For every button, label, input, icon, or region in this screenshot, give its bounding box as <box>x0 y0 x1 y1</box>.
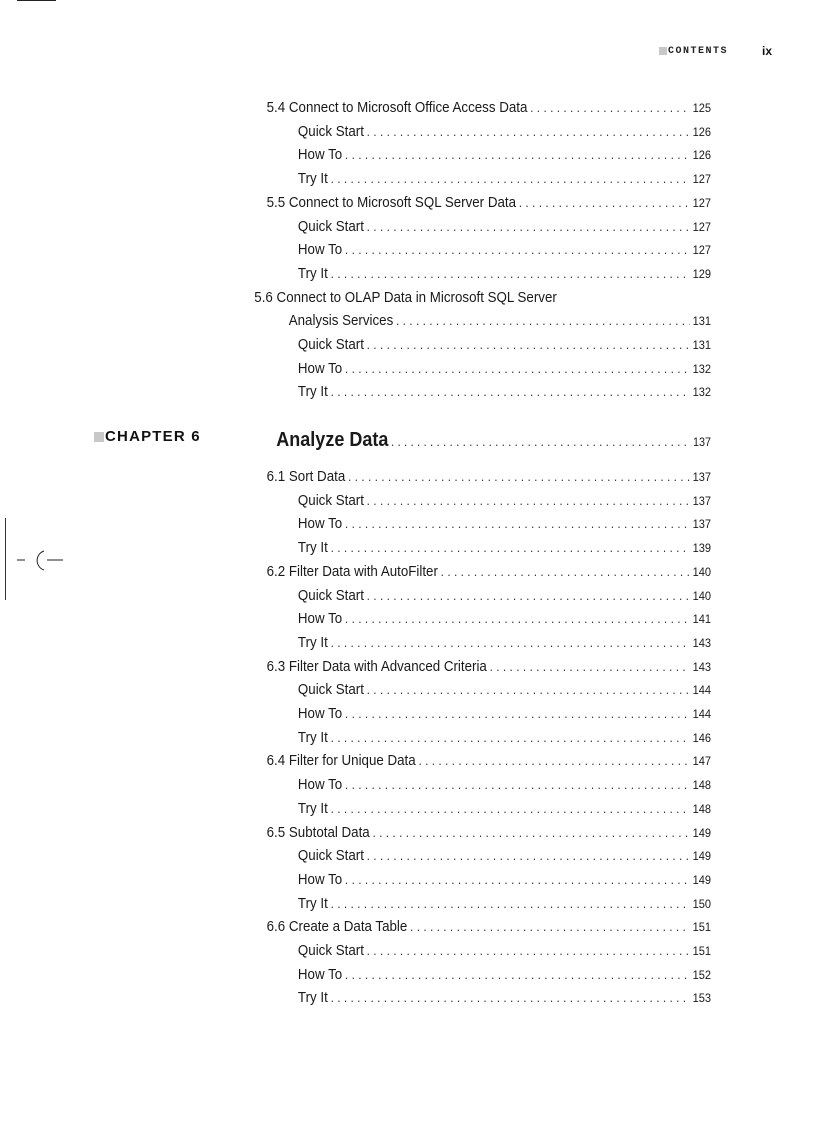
toc-entry-page: 137 <box>692 470 711 484</box>
toc-entry-page: 140 <box>692 564 711 579</box>
running-header <box>659 44 772 58</box>
toc-entry[interactable] <box>298 964 711 986</box>
toc-entry[interactable] <box>267 656 711 678</box>
toc-entry[interactable] <box>298 679 711 701</box>
toc-entry-page: 147 <box>692 754 711 769</box>
toc-entry-page: 146 <box>692 730 711 745</box>
dot-leader <box>367 121 690 143</box>
toc-entry-page: 129 <box>692 266 711 281</box>
dot-leader <box>331 893 690 915</box>
toc-entry-page: 125 <box>692 101 711 115</box>
toc-entry-page: 149 <box>692 872 711 887</box>
dot-leader <box>391 428 690 456</box>
chapter-label <box>94 428 201 445</box>
toc-entry[interactable] <box>298 144 711 166</box>
toc-entry-title: 6.6 Create a Data Table <box>266 919 408 936</box>
toc-entry-title: Quick Start <box>297 337 364 353</box>
toc-entry-page: 131 <box>692 338 711 352</box>
toc-entry-page: 127 <box>692 243 711 258</box>
toc-entry-page: 150 <box>692 896 711 911</box>
toc-entry-title: How To <box>297 242 343 259</box>
toc-entry-title: Try It <box>297 990 328 1007</box>
toc-entry-page: 141 <box>692 612 711 627</box>
toc-entry-title: Quick Start <box>297 123 364 140</box>
toc-entry-title: How To <box>297 706 343 722</box>
toc-entry-page: 143 <box>692 635 711 650</box>
toc-entry[interactable] <box>298 869 711 891</box>
toc-entry[interactable] <box>298 334 711 356</box>
toc-entry-title: Quick Start <box>297 218 364 235</box>
chapter-title: Analyze Data <box>276 429 389 451</box>
toc-entry[interactable] <box>298 490 711 512</box>
toc-entry-title: Quick Start <box>297 943 364 959</box>
toc-entry[interactable] <box>267 466 711 488</box>
toc-entry[interactable] <box>298 845 711 867</box>
toc-entry-title: How To <box>297 360 343 377</box>
toc-entry-page: 140 <box>692 588 711 603</box>
dot-leader <box>367 679 690 701</box>
chapter-marker-icon <box>94 432 104 442</box>
toc-entry-page: 151 <box>692 944 711 958</box>
dot-leader <box>345 608 690 630</box>
toc-entry[interactable] <box>267 822 711 844</box>
toc-entry-page: 131 <box>692 314 711 329</box>
toc-entry[interactable] <box>298 121 711 143</box>
toc-entry-page: 144 <box>692 707 711 721</box>
toc-entry[interactable] <box>267 916 711 938</box>
dot-leader <box>530 97 690 119</box>
dot-leader <box>348 466 690 488</box>
toc-entry-page: 152 <box>692 967 711 982</box>
dot-leader <box>345 144 690 166</box>
toc-entry-title: Try It <box>297 171 328 188</box>
toc-entry-page: 143 <box>692 659 711 674</box>
chapter-title-entry[interactable] <box>276 426 711 454</box>
toc-entry[interactable] <box>298 893 711 915</box>
dot-leader <box>331 263 690 285</box>
toc-entry-title: Try It <box>297 540 328 557</box>
toc-entry-title: Quick Start <box>297 492 364 509</box>
dot-leader <box>331 381 690 403</box>
toc-entry-title: 5.4 Connect to Microsoft Office Access Data <box>266 100 528 116</box>
toc-entry-title: Analysis Services <box>288 313 394 330</box>
dot-leader <box>345 703 690 725</box>
toc-entry[interactable] <box>298 987 711 1009</box>
toc-entry[interactable] <box>298 798 711 820</box>
header-section-label: CONTENTS <box>667 45 728 57</box>
dot-leader <box>367 585 690 607</box>
chapter-number: CHAPTER 6 <box>105 428 201 445</box>
toc-entry[interactable] <box>267 192 711 214</box>
toc-entry-title: Quick Start <box>297 587 364 604</box>
toc-entry[interactable] <box>289 310 711 332</box>
toc-entry[interactable] <box>298 703 711 725</box>
toc-entry-title: Try It <box>297 895 328 912</box>
dot-leader <box>441 561 690 583</box>
toc-entry-page: 137 <box>692 435 711 449</box>
toc-entry-page: 132 <box>692 385 711 400</box>
header-page-number: ix <box>761 44 772 58</box>
dot-leader <box>372 822 689 844</box>
toc-entry-page: 149 <box>692 849 711 864</box>
toc-entry-page: 126 <box>692 124 711 139</box>
toc-entry-page: 127 <box>692 195 711 210</box>
toc-entry-page: 151 <box>692 920 711 935</box>
toc-entry-title: Try It <box>297 634 328 651</box>
toc-entry-page: 149 <box>692 825 711 840</box>
dot-leader <box>418 750 689 772</box>
toc-entry[interactable] <box>298 216 711 238</box>
dot-leader <box>396 310 690 332</box>
toc-entry-title: Try It <box>297 384 328 401</box>
toc-entry-title: Try It <box>297 729 328 746</box>
toc-entry[interactable] <box>254 287 557 309</box>
dot-leader <box>367 845 690 867</box>
toc-entry-page: 126 <box>692 148 711 163</box>
toc-entry-page: 132 <box>692 361 711 376</box>
toc-entry-page: 137 <box>692 517 711 532</box>
dot-leader <box>345 239 690 261</box>
toc-entry[interactable] <box>298 632 711 654</box>
toc-entry-page: 153 <box>692 991 711 1006</box>
toc-entry-title: 6.5 Subtotal Data <box>266 824 370 841</box>
dot-leader <box>331 727 690 749</box>
toc-entry-title: How To <box>297 147 343 164</box>
dot-leader <box>331 987 690 1009</box>
toc-entry[interactable] <box>298 168 711 190</box>
dot-leader <box>345 869 690 891</box>
toc-entry[interactable] <box>298 727 711 749</box>
dot-leader <box>367 490 690 512</box>
toc-entry-title: How To <box>297 516 343 533</box>
toc-entry-title: Try It <box>297 800 328 817</box>
toc-entry-title: 5.6 Connect to OLAP Data in Microsoft SQL Server <box>254 289 557 306</box>
dot-leader <box>345 774 690 796</box>
dot-leader <box>519 192 690 214</box>
toc-entry-page: 148 <box>692 778 711 793</box>
toc-entry-title: How To <box>297 966 343 983</box>
dot-leader <box>410 916 690 938</box>
dot-leader <box>345 513 690 535</box>
toc-entry[interactable] <box>298 585 711 607</box>
toc-entry-title: Try It <box>297 265 328 282</box>
dot-leader <box>331 537 690 559</box>
toc-entry[interactable] <box>298 940 711 962</box>
crop-mark-top <box>17 0 56 1</box>
dot-leader <box>367 334 690 356</box>
toc-entry[interactable] <box>298 537 711 559</box>
dot-leader <box>345 358 690 380</box>
toc-entry[interactable] <box>298 774 711 796</box>
toc-entry-title: Quick Start <box>297 848 364 865</box>
toc-entry-title: 5.5 Connect to Microsoft SQL Server Data <box>266 194 517 211</box>
toc-entry-title: How To <box>297 611 343 628</box>
margin-rule <box>5 518 6 600</box>
toc-entry[interactable] <box>298 263 711 285</box>
dot-leader <box>331 632 690 654</box>
toc-entry-title: 6.1 Sort Data <box>266 469 346 485</box>
registration-mark-icon <box>17 548 63 574</box>
toc-entry-title: How To <box>297 871 343 888</box>
toc-entry-title: 6.3 Filter Data with Advanced Criteria <box>266 658 487 675</box>
toc-entry[interactable] <box>267 97 711 119</box>
header-marker-icon <box>659 47 667 55</box>
toc-entry[interactable] <box>298 381 711 403</box>
dot-leader <box>331 168 690 190</box>
dot-leader <box>490 656 690 678</box>
dot-leader <box>367 940 690 962</box>
toc-entry-page: 137 <box>692 493 711 508</box>
toc-entry-title: How To <box>297 777 343 794</box>
toc-entry-title: Quick Start <box>297 682 364 699</box>
toc-entry[interactable] <box>298 608 711 630</box>
toc-entry[interactable] <box>298 358 711 380</box>
toc-entry-page: 139 <box>692 541 711 556</box>
dot-leader <box>331 798 690 820</box>
dot-leader <box>345 964 690 986</box>
toc-entry[interactable] <box>298 513 711 535</box>
toc-entry-page: 127 <box>692 172 711 187</box>
toc-entry-page: 127 <box>692 219 711 234</box>
toc-entry-page: 148 <box>692 801 711 816</box>
toc-entry[interactable] <box>267 750 711 772</box>
toc-entry[interactable] <box>298 239 711 261</box>
toc-entry-title: 6.2 Filter Data with AutoFilter <box>266 563 438 580</box>
toc-entry[interactable] <box>267 561 711 583</box>
dot-leader <box>367 216 690 238</box>
toc-entry-title: 6.4 Filter for Unique Data <box>266 753 416 770</box>
toc-entry-page: 144 <box>692 683 711 698</box>
